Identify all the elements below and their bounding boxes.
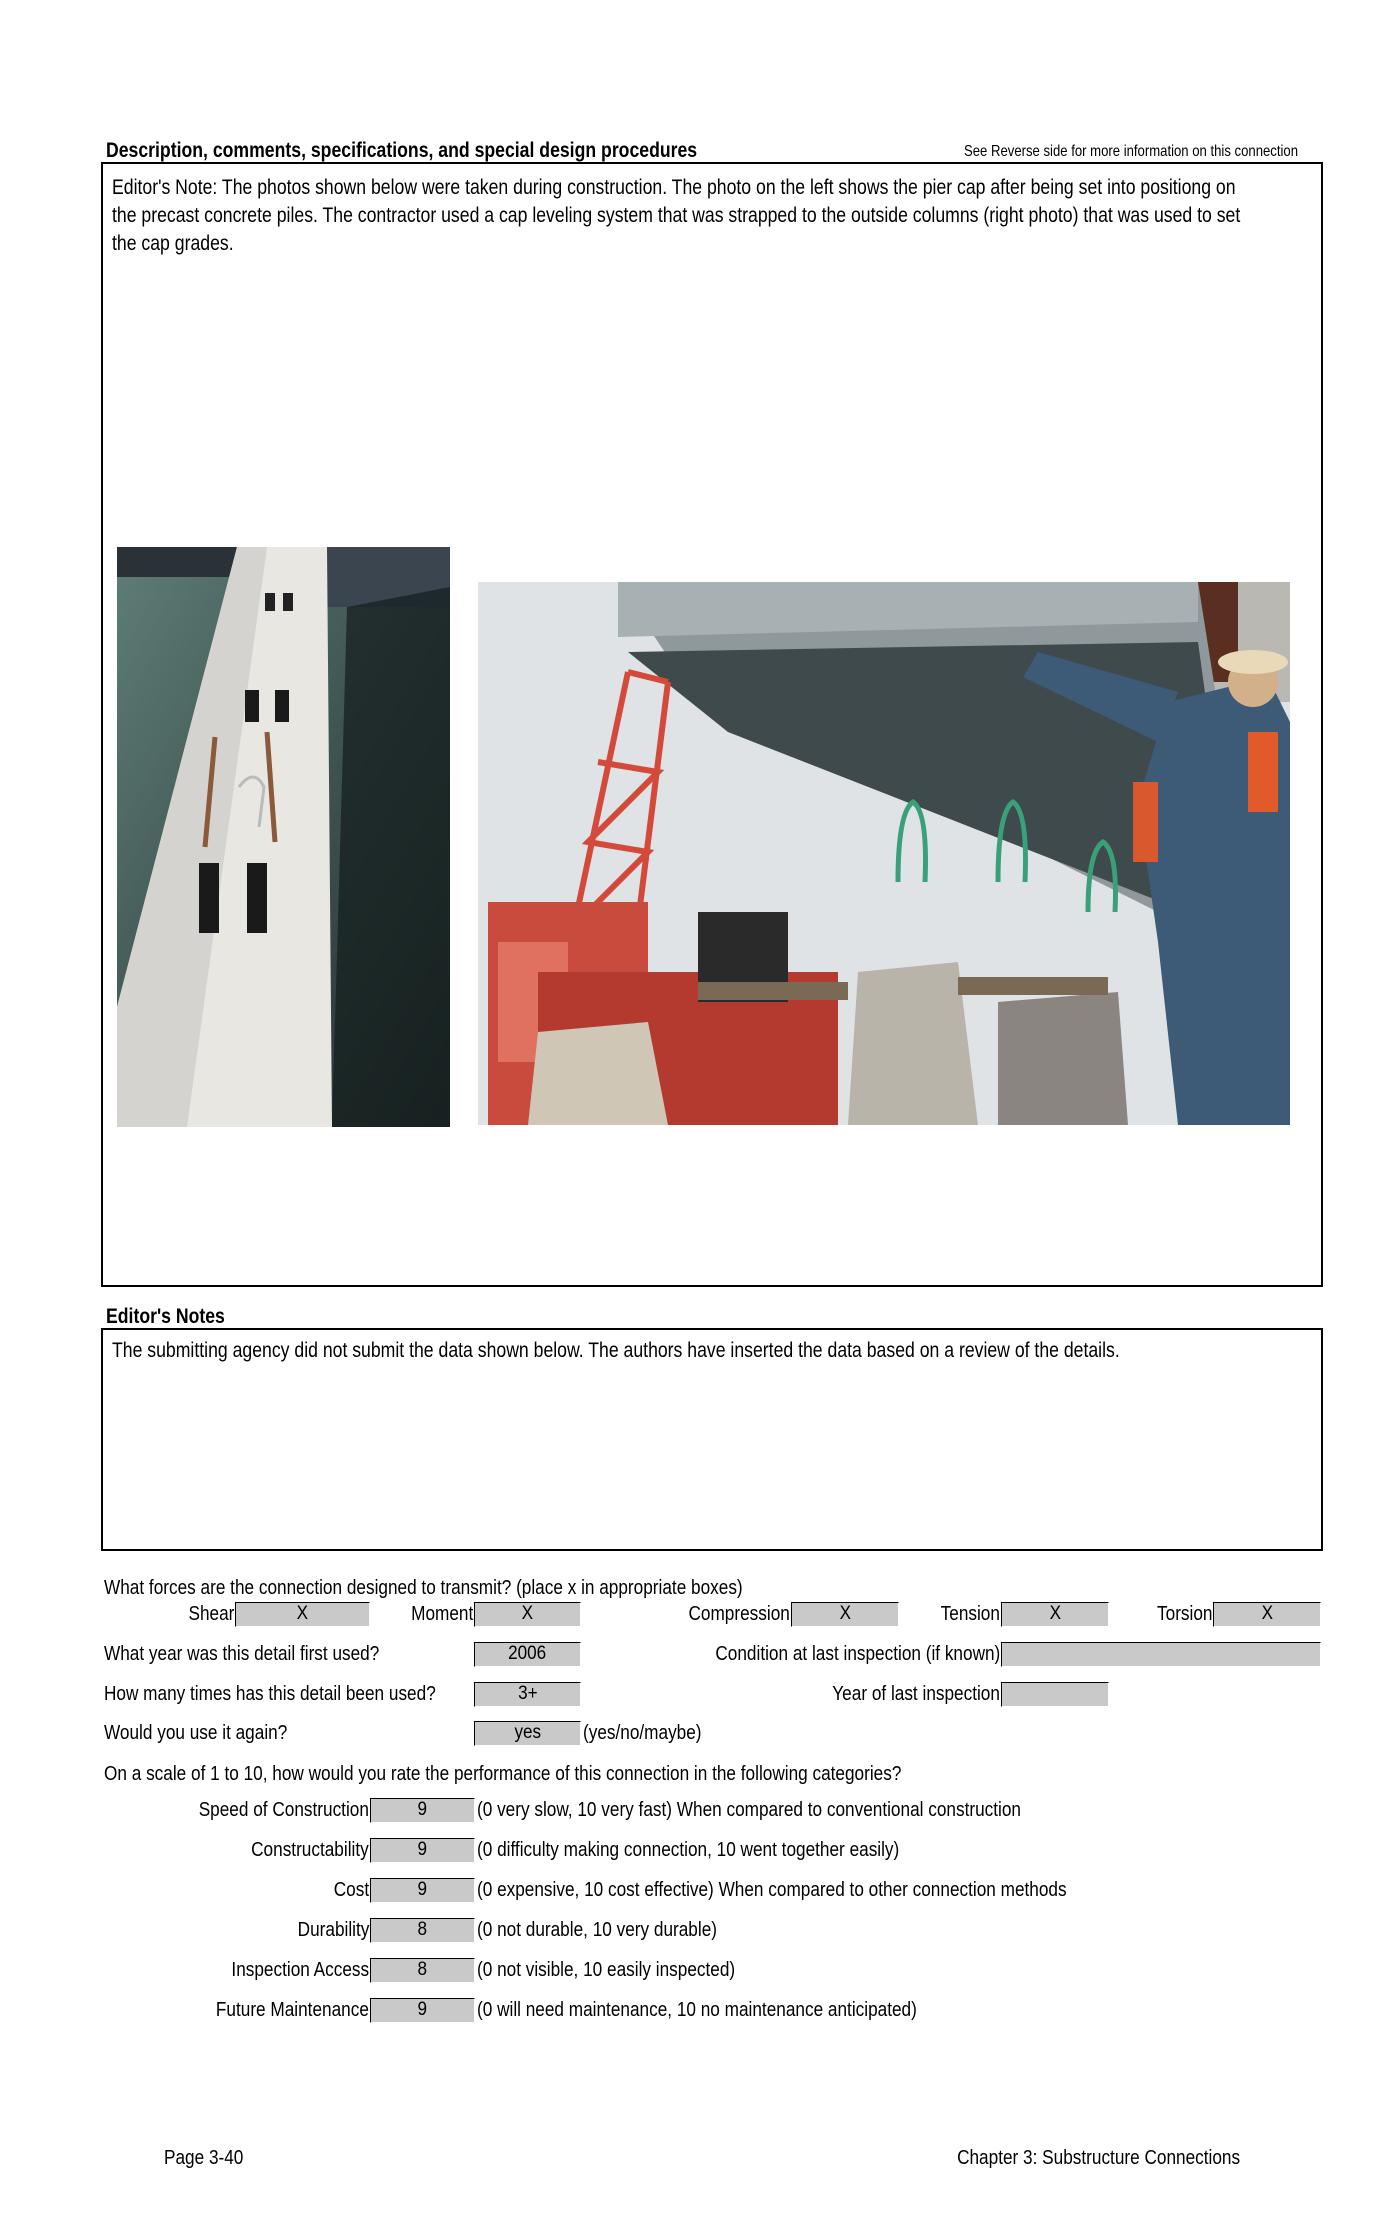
cost-hint: (0 expensive, 10 cost effective) When compared to other connection methods <box>477 1879 1067 1901</box>
future-maintenance-hint: (0 will need maintenance, 10 no maintenance anticipated) <box>477 1999 917 2021</box>
constructability-label: Constructability <box>251 1839 369 1861</box>
year-first-used-field[interactable]: 2006 <box>474 1642 581 1667</box>
cost-label: Cost <box>333 1879 369 1901</box>
shear-checkbox[interactable]: X <box>235 1602 370 1627</box>
constructability-hint: (0 difficulty making connection, 10 went together easily) <box>477 1839 900 1861</box>
future-maintenance-label: Future Maintenance <box>216 1999 369 2021</box>
tension-label: Tension <box>940 1603 1000 1625</box>
chapter-title: Chapter 3: Substructure Connections <box>956 2147 1240 2169</box>
durability-hint: (0 not durable, 10 very durable) <box>477 1919 717 1941</box>
reuse-hint: (yes/no/maybe) <box>583 1722 702 1744</box>
see-reverse-note: See Reverse side for more information on this connection <box>964 143 1299 160</box>
year-inspection-label: Year of last inspection <box>832 1683 1000 1705</box>
editors-notes-heading: Editor's Notes <box>106 1305 225 1328</box>
compression-label: Compression <box>688 1603 790 1625</box>
cost-rating-field[interactable]: 9 <box>370 1878 475 1903</box>
description-heading: Description, comments, specifications, and special design procedures <box>106 139 698 162</box>
durability-rating-field[interactable]: 8 <box>370 1918 475 1943</box>
editor-note-line-3: the cap grades. <box>112 232 234 255</box>
future-maintenance-rating-field[interactable]: 9 <box>370 1998 475 2023</box>
description-box <box>101 162 1323 1287</box>
torsion-checkbox[interactable]: X <box>1213 1602 1321 1627</box>
compression-checkbox[interactable]: X <box>791 1602 899 1627</box>
torsion-label: Torsion <box>1156 1603 1212 1625</box>
speed-rating-field[interactable]: 9 <box>370 1798 475 1823</box>
tension-checkbox[interactable]: X <box>1001 1602 1109 1627</box>
durability-label: Durability <box>297 1919 369 1941</box>
editors-notes-box <box>101 1328 1323 1551</box>
editor-note-line-1: Editor's Note: The photos shown below were taken during construction. The photo on the left shows the pier cap after being set into positiong on <box>112 176 1236 199</box>
speed-label: Speed of Construction <box>198 1799 369 1821</box>
leveling-system-photo <box>478 582 1290 1125</box>
speed-hint: (0 very slow, 10 very fast) When compared to conventional construction <box>477 1799 1021 1821</box>
times-used-field[interactable]: 3+ <box>474 1682 581 1707</box>
moment-checkbox[interactable]: X <box>474 1602 581 1627</box>
moment-label: Moment <box>410 1603 473 1625</box>
inspection-access-rating-field[interactable]: 8 <box>370 1958 475 1983</box>
inspection-access-hint: (0 not visible, 10 easily inspected) <box>477 1959 736 1981</box>
shear-label: Shear <box>188 1603 234 1625</box>
times-used-question: How many times has this detail been used? <box>104 1683 436 1705</box>
editors-notes-text: The submitting agency did not submit the data shown below. The authors have inserted the data based on a review of the details. <box>112 1339 1120 1362</box>
forces-question: What forces are the connection designed to transmit? (place x in appropriate boxes) <box>104 1577 743 1599</box>
year-first-used-question: What year was this detail first used? <box>104 1643 380 1665</box>
editor-note-line-2: the precast concrete piles. The contractor used a cap leveling system that was strapped to the outside columns (right photo) that was used to set <box>112 204 1241 227</box>
constructability-rating-field[interactable]: 9 <box>370 1838 475 1863</box>
reuse-field[interactable]: yes <box>474 1721 581 1746</box>
reuse-question: Would you use it again? <box>104 1722 288 1744</box>
inspection-access-label: Inspection Access <box>231 1959 369 1981</box>
page-number: Page 3-40 <box>164 2147 244 2169</box>
condition-field[interactable] <box>1001 1642 1321 1667</box>
year-inspection-field[interactable] <box>1001 1682 1109 1707</box>
pier-cap-photo <box>117 547 450 1127</box>
ratings-intro: On a scale of 1 to 10, how would you rate the performance of this connection in the following categories? <box>104 1763 902 1785</box>
condition-label: Condition at last inspection (if known) <box>715 1643 1000 1665</box>
